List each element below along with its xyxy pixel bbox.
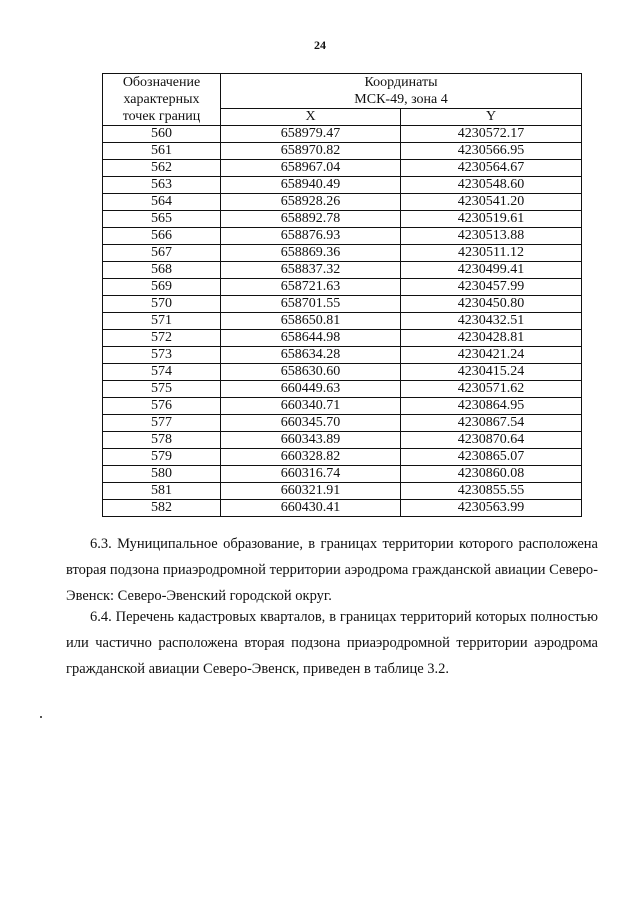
x-coordinate-cell: 658721.63 [221, 279, 401, 296]
point-number-cell: 580 [103, 466, 221, 483]
coordinates-header [221, 74, 582, 109]
y-coordinate-cell: 4230421.24 [401, 347, 582, 364]
y-coordinate-cell: 4230511.12 [401, 245, 582, 262]
x-coordinate-cell: 660343.89 [221, 432, 401, 449]
y-coordinate-cell: 4230513.88 [401, 228, 582, 245]
table-row [103, 449, 582, 466]
point-number-cell: 572 [103, 330, 221, 347]
table-row [103, 483, 582, 500]
x-coordinate-cell: 658928.26 [221, 194, 401, 211]
x-coordinate-cell: 658892.78 [221, 211, 401, 228]
x-coordinate-cell: 660430.41 [221, 500, 401, 517]
point-number-cell: 582 [103, 500, 221, 517]
x-coordinate-cell: 658701.55 [221, 296, 401, 313]
coordinates-table-body [103, 126, 582, 517]
y-coordinate-cell: 4230855.55 [401, 483, 582, 500]
paragraph-text: 6.4. Перечень кадастровых кварталов, в границах территорий которых полностью или частично расположена вторая подзона приаэродромной территории аэродрома гражданской авиации Северо-Эвенск, приведен в таблице 3.2. [66, 609, 598, 677]
table-row [103, 279, 582, 296]
x-coordinate-cell: 658630.60 [221, 364, 401, 381]
point-number-cell: 576 [103, 398, 221, 415]
table-row [103, 245, 582, 262]
x-coordinate-cell: 660345.70 [221, 415, 401, 432]
table-row [103, 228, 582, 245]
paragraph-6-4 [66, 604, 598, 682]
x-column-header: X [221, 109, 401, 126]
point-designation-header [103, 74, 221, 126]
coordinates-table [102, 73, 582, 517]
x-coordinate-cell: 660316.74 [221, 466, 401, 483]
point-number-cell: 581 [103, 483, 221, 500]
table-row [103, 500, 582, 517]
table-row [103, 466, 582, 483]
table-row [103, 262, 582, 279]
point-number-cell: 561 [103, 143, 221, 160]
y-coordinate-cell: 4230548.60 [401, 177, 582, 194]
point-number-cell: 578 [103, 432, 221, 449]
y-coordinate-cell: 4230566.95 [401, 143, 582, 160]
y-coordinate-cell: 4230864.95 [401, 398, 582, 415]
x-coordinate-cell: 658876.93 [221, 228, 401, 245]
point-number-cell: 577 [103, 415, 221, 432]
paragraph-text: 6.3. Муниципальное образование, в границах территории которого расположена вторая подзона приаэродромной территории аэродрома гражданской авиации Северо-Эвенск: Северо-Эвенский городской округ. [66, 536, 598, 604]
x-coordinate-cell: 658837.32 [221, 262, 401, 279]
y-coordinate-cell: 4230450.80 [401, 296, 582, 313]
x-coordinate-cell: 658650.81 [221, 313, 401, 330]
x-coordinate-cell: 660328.82 [221, 449, 401, 466]
table-row [103, 313, 582, 330]
y-coordinate-cell: 4230519.61 [401, 211, 582, 228]
x-coordinate-cell: 658644.98 [221, 330, 401, 347]
x-coordinate-cell: 660340.71 [221, 398, 401, 415]
table-row [103, 330, 582, 347]
x-coordinate-cell: 658967.04 [221, 160, 401, 177]
x-coordinate-cell: 658940.49 [221, 177, 401, 194]
point-number-cell: 563 [103, 177, 221, 194]
y-coordinate-cell: 4230867.54 [401, 415, 582, 432]
y-coordinate-cell: 4230415.24 [401, 364, 582, 381]
x-coordinate-cell: 658979.47 [221, 126, 401, 143]
point-number-cell: 571 [103, 313, 221, 330]
point-number-cell: 564 [103, 194, 221, 211]
coordinates-header-line: Координаты [364, 75, 438, 90]
point-header-line: характерных [123, 92, 200, 107]
point-number-cell: 573 [103, 347, 221, 364]
x-coordinate-cell: 658869.36 [221, 245, 401, 262]
y-coordinate-cell: 4230865.07 [401, 449, 582, 466]
table-row [103, 194, 582, 211]
y-coordinate-cell: 4230860.08 [401, 466, 582, 483]
paragraph-6-3 [66, 531, 598, 609]
y-coordinate-cell: 4230870.64 [401, 432, 582, 449]
y-coordinate-cell: 4230563.99 [401, 500, 582, 517]
table-row [103, 160, 582, 177]
point-number-cell: 560 [103, 126, 221, 143]
point-number-cell: 574 [103, 364, 221, 381]
table-row [103, 432, 582, 449]
x-coordinate-cell: 660449.63 [221, 381, 401, 398]
table-row [103, 177, 582, 194]
point-number-cell: 568 [103, 262, 221, 279]
y-column-header: Y [401, 109, 582, 126]
y-coordinate-cell: 4230541.20 [401, 194, 582, 211]
table-row [103, 347, 582, 364]
y-coordinate-cell: 4230571.62 [401, 381, 582, 398]
y-coordinate-cell: 4230564.67 [401, 160, 582, 177]
table-row [103, 381, 582, 398]
point-number-cell: 570 [103, 296, 221, 313]
x-coordinate-cell: 658634.28 [221, 347, 401, 364]
point-number-cell: 569 [103, 279, 221, 296]
point-header-line: Обозначение [122, 75, 201, 90]
y-coordinate-cell: 4230432.51 [401, 313, 582, 330]
table-row [103, 296, 582, 313]
x-coordinate-cell: 658970.82 [221, 143, 401, 160]
point-number-cell: 579 [103, 449, 221, 466]
y-coordinate-cell: 4230572.17 [401, 126, 582, 143]
point-header-line: точек границ [122, 109, 201, 124]
table-row [103, 398, 582, 415]
table-row [103, 126, 582, 143]
y-coordinate-cell: 4230499.41 [401, 262, 582, 279]
table-row [103, 143, 582, 160]
scan-speck [40, 716, 42, 718]
page-number: 24 [314, 38, 326, 52]
point-number-cell: 567 [103, 245, 221, 262]
point-number-cell: 566 [103, 228, 221, 245]
y-coordinate-cell: 4230428.81 [401, 330, 582, 347]
y-coordinate-cell: 4230457.99 [401, 279, 582, 296]
table-row [103, 364, 582, 381]
point-number-cell: 562 [103, 160, 221, 177]
coordinates-header-line: МСК-49, зона 4 [354, 92, 448, 107]
table-row [103, 211, 582, 228]
table-row [103, 415, 582, 432]
point-number-cell: 565 [103, 211, 221, 228]
point-number-cell: 575 [103, 381, 221, 398]
x-coordinate-cell: 660321.91 [221, 483, 401, 500]
